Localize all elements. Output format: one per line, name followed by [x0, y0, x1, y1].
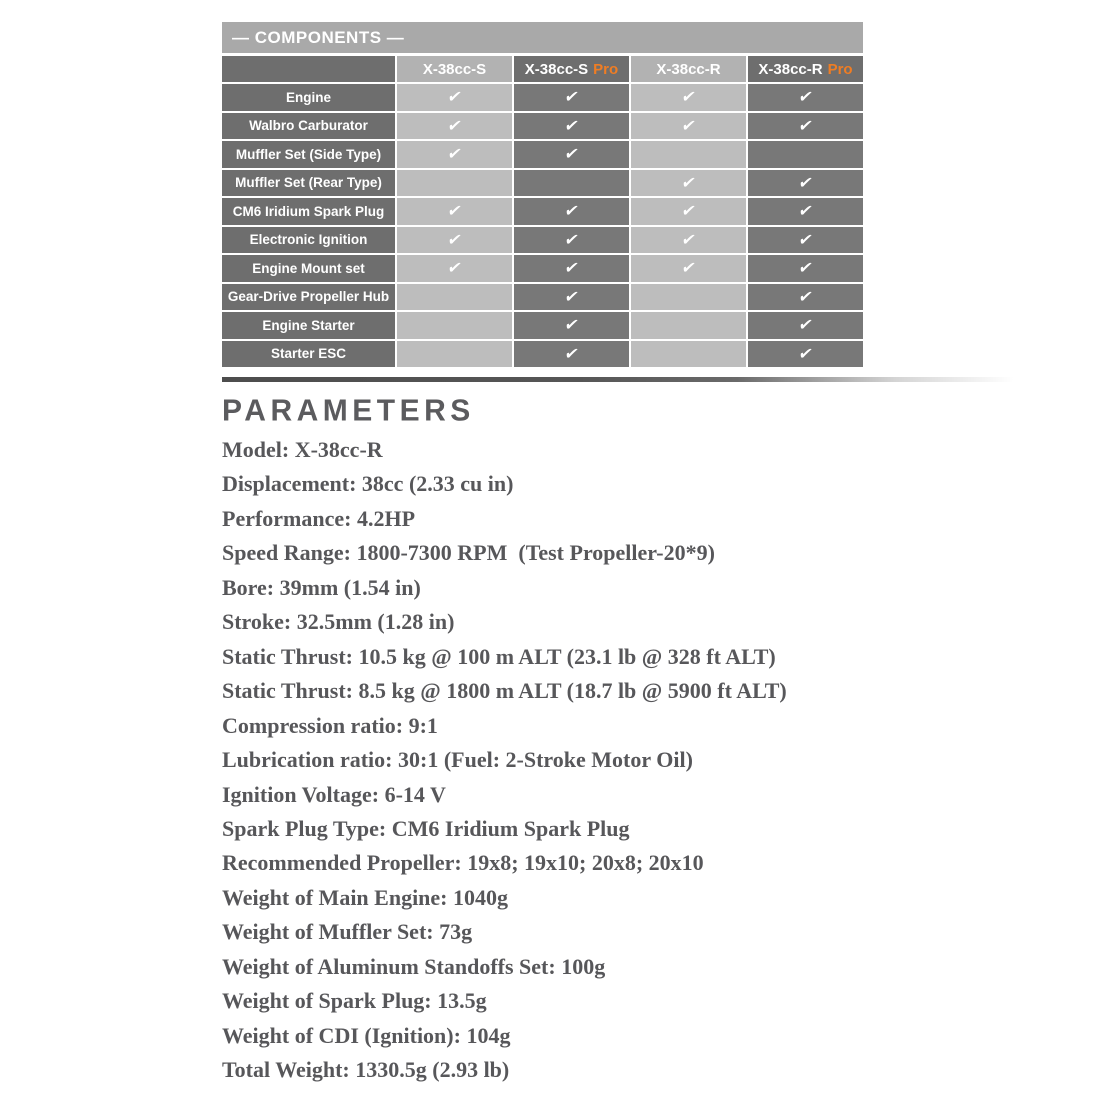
- parameter-line: Speed Range: 1800-7300 RPM (Test Propeller-20*9): [222, 540, 715, 566]
- check-cell: [631, 284, 746, 311]
- row-label: Muffler Set (Rear Type): [222, 170, 395, 197]
- check-icon: ✔: [562, 258, 581, 278]
- check-cell: [748, 255, 863, 282]
- parameter-line: Bore: 39mm (1.54 in): [222, 574, 421, 600]
- components-grid: [222, 56, 863, 367]
- check-icon: ✔: [679, 87, 698, 107]
- column-header-2: [514, 56, 629, 82]
- check-icon: ✔: [796, 87, 815, 107]
- check-cell: [397, 312, 512, 339]
- check-cell: [514, 284, 629, 311]
- row-label: Walbro Carburator: [222, 113, 395, 140]
- parameter-line: Stroke: 32.5mm (1.28 in): [222, 609, 455, 635]
- check-cell: [631, 141, 746, 168]
- check-cell: [397, 227, 512, 254]
- parameters-list: [222, 433, 1062, 1088]
- check-cell: [397, 284, 512, 311]
- parameter-line: Lubrication ratio: 30:1 (Fuel: 2-Stroke Motor Oil): [222, 747, 693, 773]
- parameters-heading: PARAMETERS: [222, 394, 475, 428]
- check-cell: [631, 84, 746, 111]
- row-label: Muffler Set (Side Type): [222, 141, 395, 168]
- check-icon: ✔: [445, 258, 464, 278]
- check-cell: [748, 341, 863, 368]
- check-cell: [514, 113, 629, 140]
- parameter-line: Weight of CDI (Ignition): 104g: [222, 1022, 511, 1048]
- check-cell: [514, 84, 629, 111]
- check-icon: ✔: [445, 115, 464, 135]
- components-title: — COMPONENTS —: [232, 27, 405, 47]
- row-label: Electronic Ignition: [222, 227, 395, 254]
- parameter-line: Spark Plug Type: CM6 Iridium Spark Plug: [222, 815, 630, 841]
- parameter-line: Displacement: 38cc (2.33 cu in): [222, 471, 514, 497]
- parameter-line: Model: X-38cc-R: [222, 437, 383, 462]
- parameter-line: Compression ratio: 9:1: [222, 712, 438, 738]
- check-cell: [748, 141, 863, 168]
- check-cell: [631, 170, 746, 197]
- check-cell: [748, 198, 863, 225]
- check-cell: [514, 170, 629, 197]
- check-icon: ✔: [796, 115, 815, 135]
- check-icon: ✔: [445, 229, 464, 249]
- check-icon: ✔: [796, 315, 815, 335]
- components-title-bar: [222, 22, 863, 53]
- header-corner-cell: [222, 56, 395, 82]
- column-name: X-38cc-S: [422, 60, 487, 78]
- pro-badge: Pro: [827, 60, 853, 78]
- check-cell: [397, 341, 512, 368]
- check-cell: [514, 141, 629, 168]
- parameter-line: Weight of Aluminum Standoffs Set: 100g: [222, 953, 606, 979]
- check-icon: ✔: [445, 144, 464, 164]
- column-name: X-38cc-R: [758, 60, 823, 78]
- components-table: [222, 22, 863, 367]
- check-icon: ✔: [562, 315, 581, 335]
- column-header-1: [397, 56, 512, 82]
- check-icon: ✔: [679, 115, 698, 135]
- check-cell: [514, 312, 629, 339]
- check-icon: ✔: [796, 229, 815, 249]
- column-name: X-38cc-S: [524, 60, 589, 78]
- parameter-line: Weight of Muffler Set: 73g: [222, 919, 473, 945]
- check-icon: ✔: [796, 258, 815, 278]
- row-label: Starter ESC: [222, 341, 395, 368]
- check-icon: ✔: [562, 144, 581, 164]
- check-cell: [514, 198, 629, 225]
- parameter-line: Performance: 4.2HP: [222, 505, 416, 531]
- parameter-line: Recommended Propeller: 19x8; 19x10; 20x8; 20x10: [222, 850, 704, 876]
- check-cell: [397, 198, 512, 225]
- check-icon: ✔: [445, 87, 464, 107]
- row-label: Engine Mount set: [222, 255, 395, 282]
- check-cell: [748, 312, 863, 339]
- check-icon: ✔: [796, 286, 815, 306]
- check-icon: ✔: [679, 201, 698, 221]
- row-label: Engine Starter: [222, 312, 395, 339]
- check-icon: ✔: [679, 258, 698, 278]
- row-label: Engine: [222, 84, 395, 111]
- check-cell: [748, 84, 863, 111]
- check-icon: ✔: [562, 115, 581, 135]
- check-cell: [631, 312, 746, 339]
- parameter-line: Weight of Main Engine: 1040g: [222, 884, 509, 910]
- check-cell: [397, 170, 512, 197]
- check-cell: [631, 198, 746, 225]
- column-name: X-38cc-R: [656, 60, 721, 78]
- check-icon: ✔: [562, 87, 581, 107]
- column-header-4: [748, 56, 863, 82]
- parameter-line: Ignition Voltage: 6-14 V: [222, 781, 446, 807]
- check-icon: ✔: [562, 343, 581, 363]
- section-divider: [222, 377, 1014, 382]
- check-cell: [514, 341, 629, 368]
- parameter-line: Total Weight: 1330.5g (2.93 lb): [222, 1057, 510, 1083]
- pro-badge: Pro: [593, 60, 619, 78]
- check-cell: [748, 113, 863, 140]
- row-label: CM6 Iridium Spark Plug: [222, 198, 395, 225]
- check-icon: ✔: [445, 201, 464, 221]
- check-icon: ✔: [562, 286, 581, 306]
- check-cell: [748, 227, 863, 254]
- check-cell: [631, 227, 746, 254]
- check-icon: ✔: [562, 201, 581, 221]
- check-cell: [748, 284, 863, 311]
- check-icon: ✔: [796, 172, 815, 192]
- check-icon: ✔: [796, 343, 815, 363]
- check-cell: [631, 341, 746, 368]
- check-cell: [397, 84, 512, 111]
- check-cell: [514, 255, 629, 282]
- check-cell: [397, 113, 512, 140]
- check-cell: [748, 170, 863, 197]
- check-icon: ✔: [796, 201, 815, 221]
- row-label: Gear-Drive Propeller Hub: [222, 284, 395, 311]
- parameter-line: Static Thrust: 10.5 kg @ 100 m ALT (23.1 lb @ 328 ft ALT): [222, 643, 776, 669]
- check-cell: [397, 141, 512, 168]
- check-cell: [514, 227, 629, 254]
- check-cell: [631, 255, 746, 282]
- check-icon: ✔: [679, 229, 698, 249]
- check-icon: ✔: [679, 172, 698, 192]
- check-icon: ✔: [562, 229, 581, 249]
- check-cell: [631, 113, 746, 140]
- parameter-line: Weight of Spark Plug: 13.5g: [222, 988, 487, 1014]
- parameter-line: Static Thrust: 8.5 kg @ 1800 m ALT (18.7 lb @ 5900 ft ALT): [222, 678, 787, 704]
- check-cell: [397, 255, 512, 282]
- column-header-3: [631, 56, 746, 82]
